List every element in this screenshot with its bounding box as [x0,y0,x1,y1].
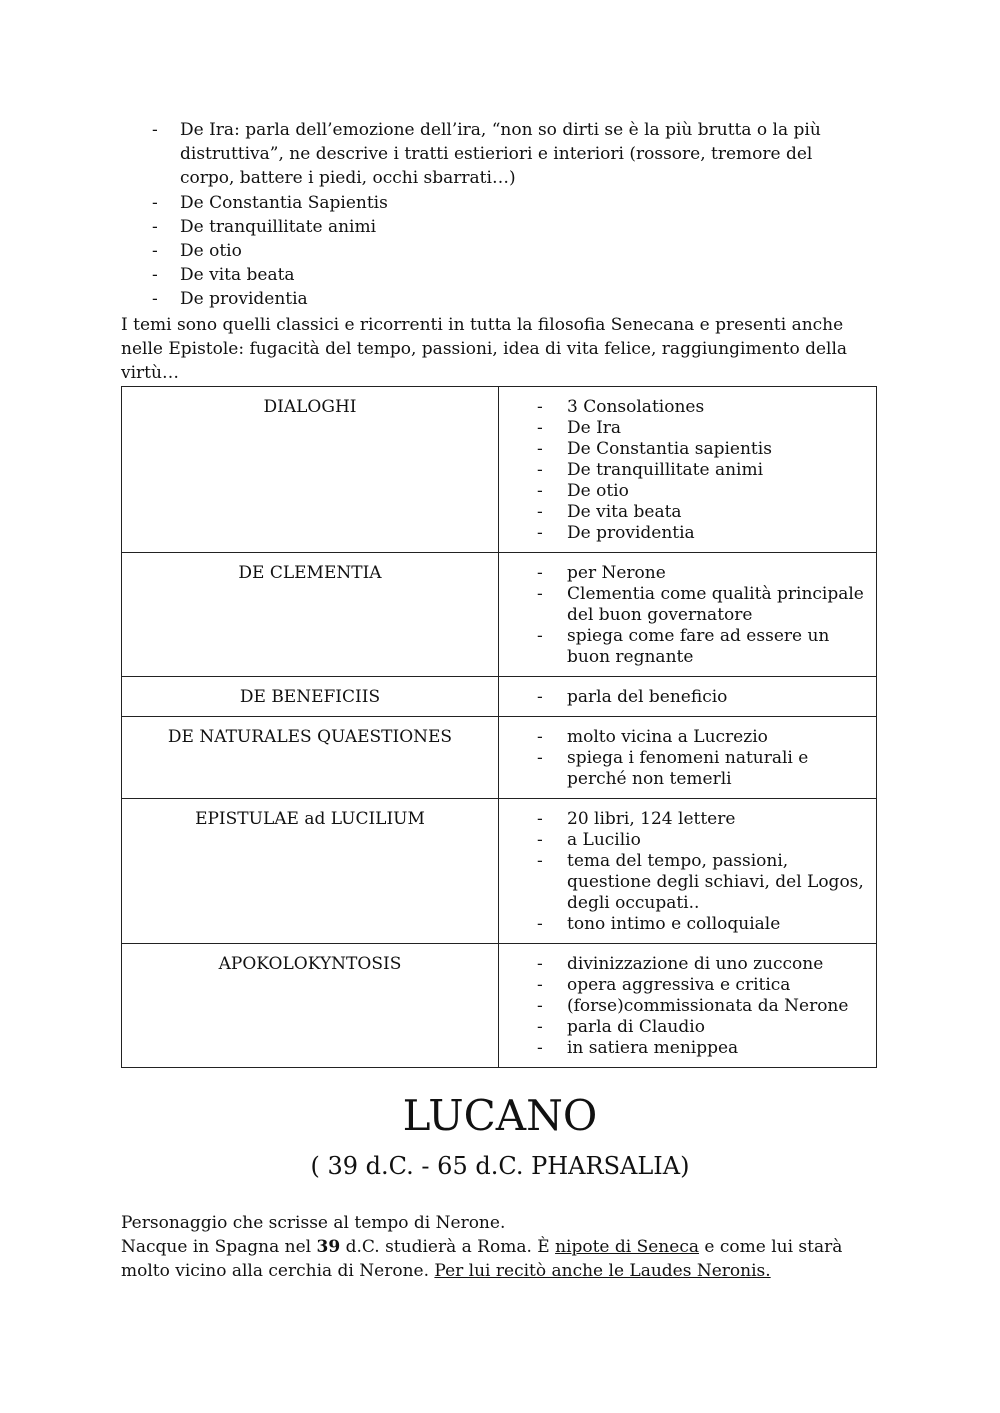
lucano-intro-line: Personaggio che scrisse al tempo di Nerone. [121,1213,506,1233]
table-row [122,677,877,717]
list-item: - De otio [150,239,870,263]
birth-year: 39 [316,1237,341,1257]
section-heading: LUCANO [402,1091,598,1140]
table-row [122,944,877,1068]
list-item: - (forse)commissionata da Nerone [537,996,866,1017]
list-item: - per Nerone [537,563,866,584]
dialogues-list [150,118,870,312]
list-item: - De Constantia Sapientis [150,191,870,215]
list-item: - parla di Claudio [537,1017,866,1038]
table-row [122,553,877,677]
list-item: - in satiera menippea [537,1038,866,1059]
table-row [122,387,877,553]
work-title: EPISTULAE ad LUCILIUM [122,799,499,944]
list-item: - De vita beata [537,502,866,523]
table-row [122,717,877,799]
list-item: - divinizzazione di uno zuccone [537,954,866,975]
list-item: - Clementia come qualità principale del buon governatore [537,584,866,626]
list-item: - a Lucilio [537,830,866,851]
list-item: - molto vicina a Lucrezio [537,727,866,748]
table-row [122,799,877,944]
work-items [499,954,866,1059]
underlined-phrase: nipote di Seneca [555,1237,699,1257]
work-title: APOKOLOKYNTOSIS [122,944,499,1068]
work-items [499,563,866,668]
list-item: - De otio [537,481,866,502]
list-item: - tema del tempo, passioni, questione degli schiavi, del Logos, degli occupati.. [537,851,866,914]
work-items [499,397,866,544]
work-title: DE BENEFICIIS [122,677,499,717]
list-item: - spiega come fare ad essere un buon regnante [537,626,866,668]
list-item: - De vita beata [150,263,870,287]
list-item: - De Ira: parla dell’emozione dell’ira, “non so dirti se è la più brutta o la più distruttiva”, ne descrive i tratti estieriori e interiori (rossore, tremore del corpo, battere i piedi, occhi sbarrati…) [150,118,870,191]
list-item: - De tranquillitate animi [150,215,870,239]
list-item: - De Constantia sapientis [537,439,866,460]
list-item: - parla del beneficio [537,687,866,708]
list-item: - De providentia [537,523,866,544]
list-item: - 20 libri, 124 lettere [537,809,866,830]
list-item: - De tranquillitate animi [537,460,866,481]
work-items [499,727,866,790]
list-item: - spiega i fenomeni naturali e perché non temerli [537,748,866,790]
lucano-paragraph: Nacque in Spagna nel 39 d.C. studierà a Roma. È nipote di Seneca e come lui starà molto vicino alla cerchia di Nerone. Per lui recitò anche le Laudes Neronis. [121,1237,843,1282]
work-items [499,809,866,935]
underlined-phrase: Per lui recitò anche le Laudes Neronis. [434,1261,771,1282]
work-title: DIALOGHI [122,387,499,553]
list-item: - opera aggressiva e critica [537,975,866,996]
section-subheading: ( 39 d.C. - 65 d.C. PHARSALIA) [310,1152,690,1180]
intro-paragraph: I temi sono quelli classici e ricorrenti in tutta la filosofia Senecana e presenti anche nelle Epistole: fugacità del tempo, passioni, idea di vita felice, raggiungimento della virtù… [121,315,848,384]
work-title: DE CLEMENTIA [122,553,499,677]
works-table [121,386,877,1068]
list-item: - De providentia [150,287,870,311]
list-item: - tono intimo e colloquiale [537,914,866,935]
work-items [499,687,866,708]
list-item: - De Ira [537,418,866,439]
work-title: DE NATURALES QUAESTIONES [122,717,499,799]
list-item: - 3 Consolationes [537,397,866,418]
